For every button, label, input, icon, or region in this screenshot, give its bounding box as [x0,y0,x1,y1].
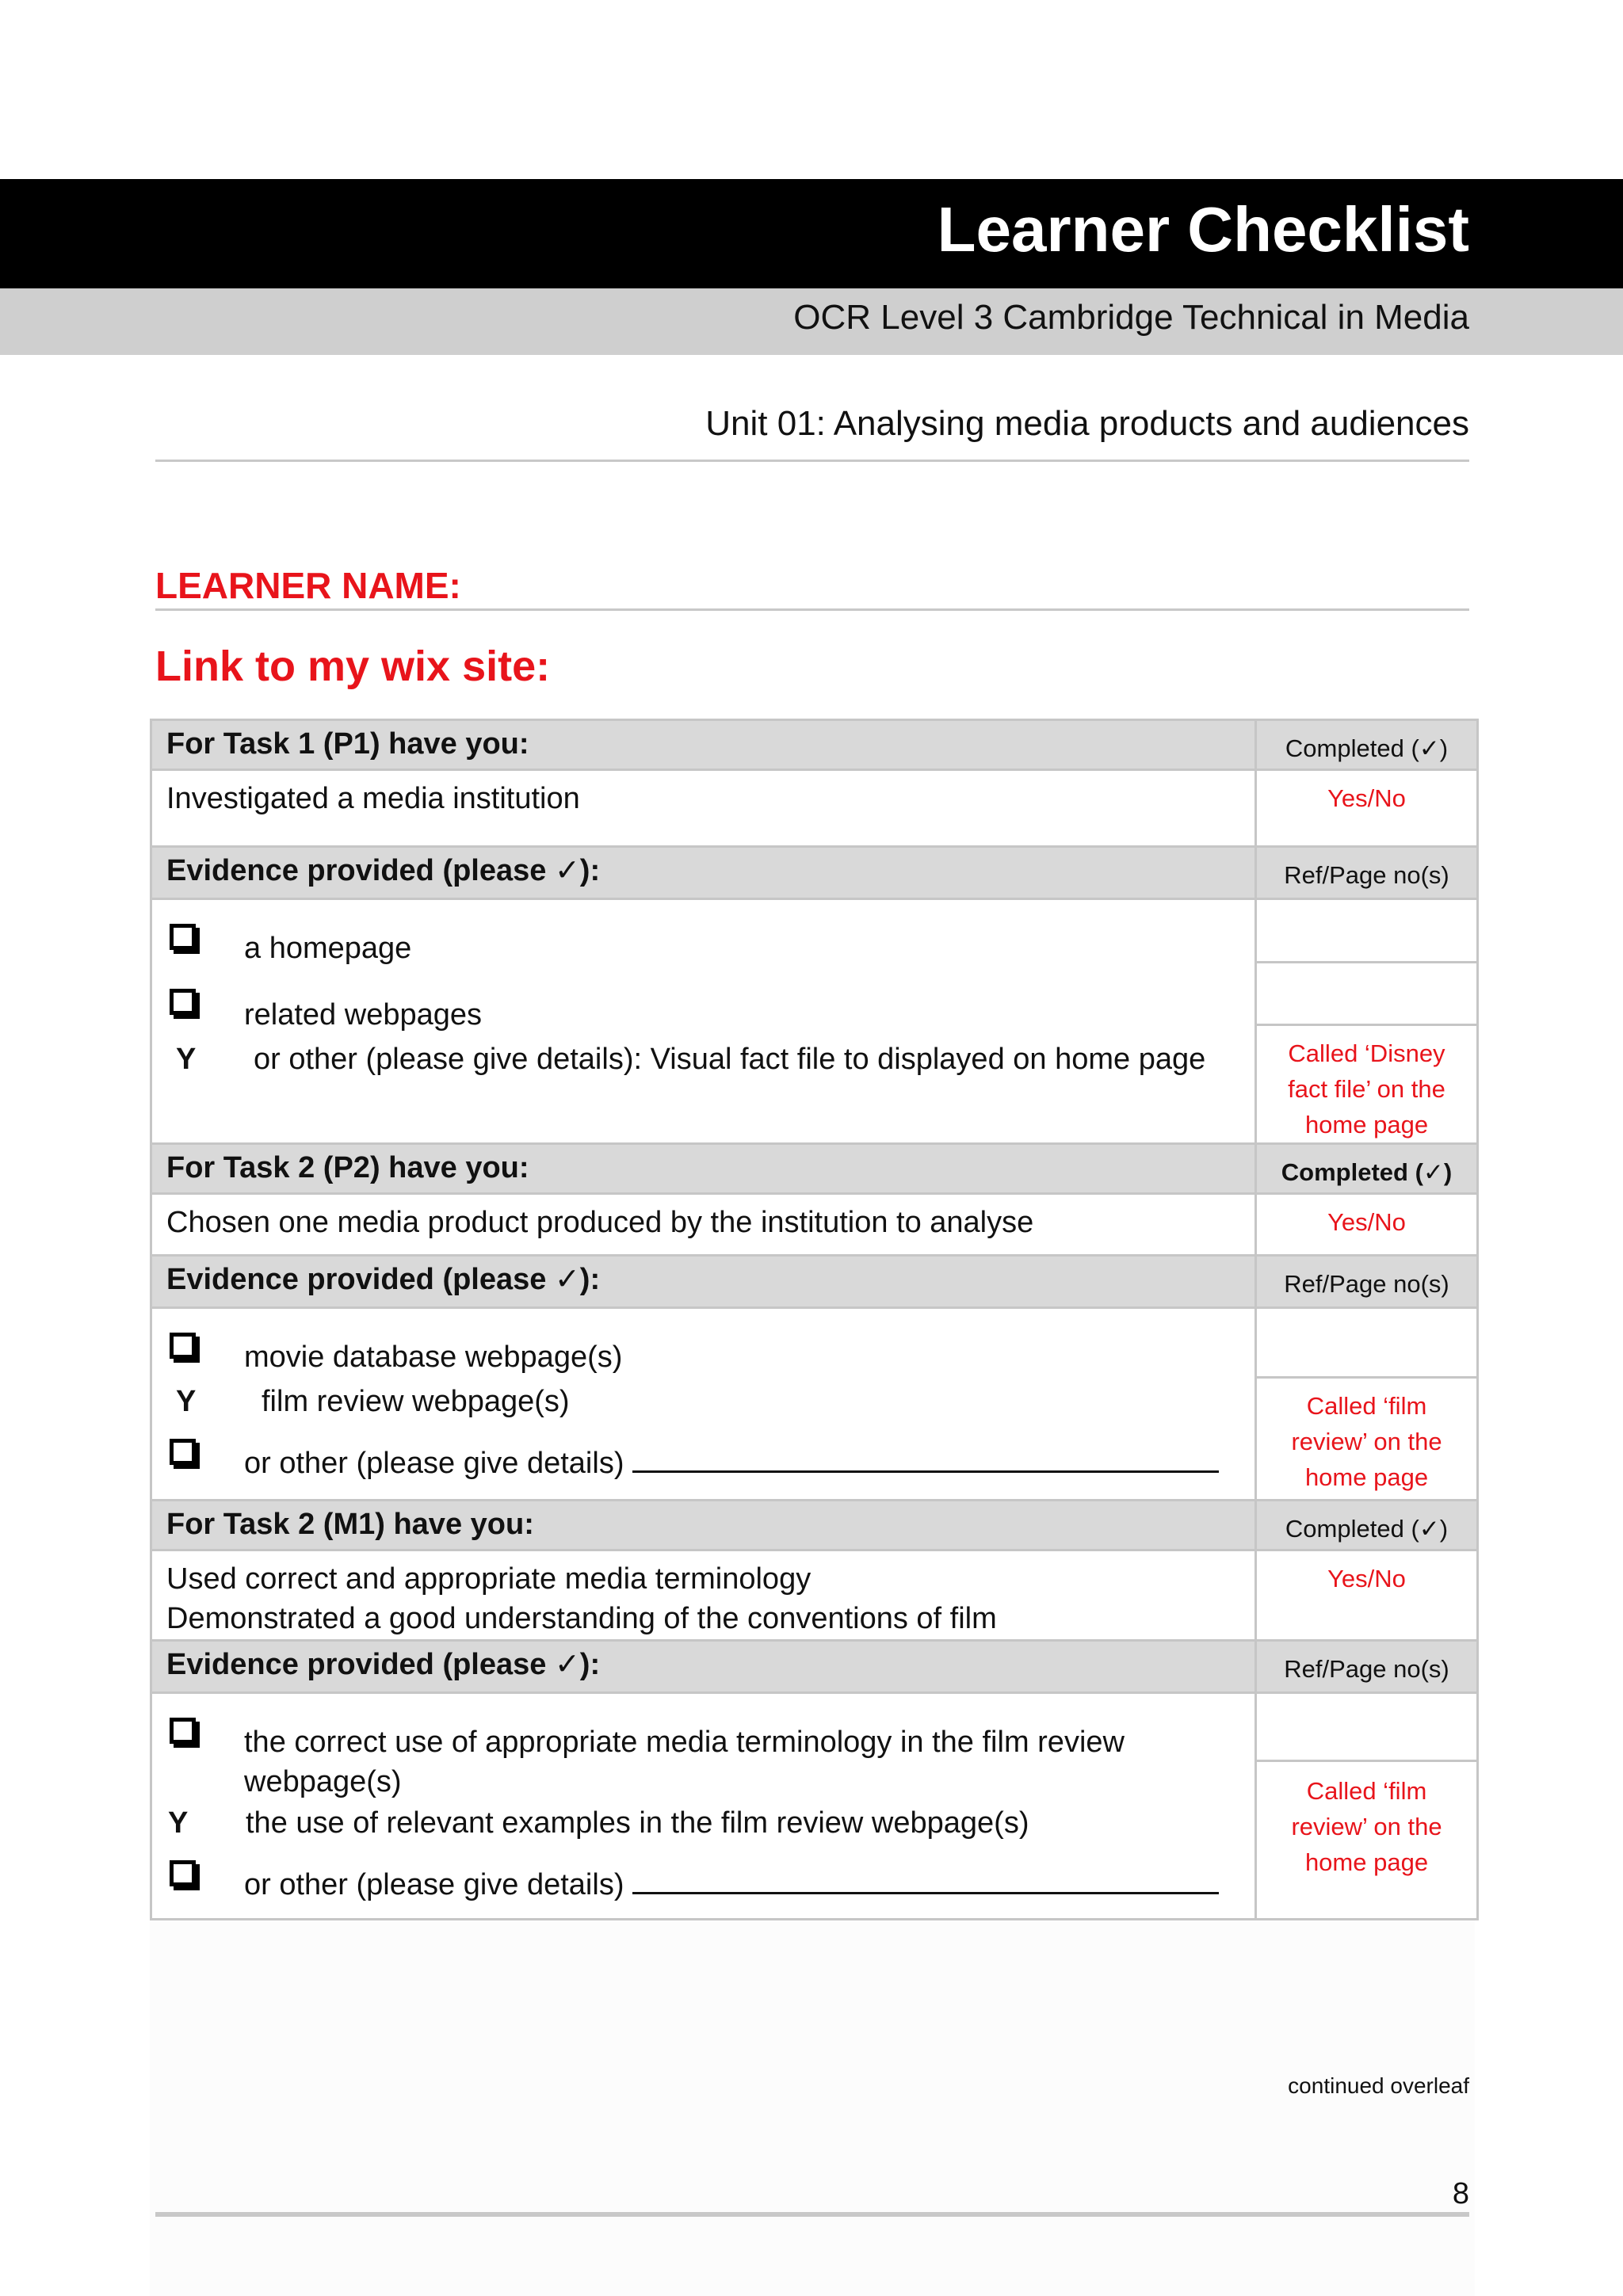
evidence-item: related webpages [244,998,482,1032]
evidence-item: or other (please give details) [244,1868,624,1901]
page-number: 8 [1452,2177,1469,2210]
ref-cell[interactable] [1257,1309,1476,1379]
evidence-item-other [244,1865,1219,1905]
task2-m1-item-row [151,1550,1478,1641]
task2-m1-ref-cells [1256,1693,1478,1920]
task2-p2-completed-label: Completed (✓) [1256,1144,1478,1194]
task2-m1-ref-label: Ref/Page no(s) [1256,1641,1478,1693]
tick-mark[interactable]: Y [176,1385,197,1418]
tick-mark[interactable]: Y [168,1806,189,1840]
ref-cell[interactable] [1257,900,1476,963]
evidence-item: the use of relevant examples in the film review webpage(s) [246,1806,1029,1840]
task1-evidence-header: Evidence provided (please ✓): [151,847,1256,899]
task1-evidence-list [151,899,1256,1144]
task2-p2-evidence-header-row [151,1256,1478,1308]
checkbox[interactable] [170,1718,196,1744]
task2-m1-evidence-header-row [151,1641,1478,1693]
task1-header-row [151,720,1478,770]
page-background-panel [150,1909,1475,2296]
task2-p2-ref-cells [1256,1308,1478,1501]
evidence-item: or other (please give details): Visual fact file to displayed on home page [254,1043,1206,1076]
task1-answer[interactable]: Yes/No [1256,770,1478,847]
task2-p2-evidence-header: Evidence provided (please ✓): [151,1256,1256,1308]
task2-m1-item: Demonstrated a good understanding of the conventions of film [166,1602,997,1635]
evidence-item: film review webpage(s) [262,1385,570,1418]
task1-evidence-row [151,899,1478,1144]
unit-divider [155,460,1469,462]
task2-m1-evidence-list [151,1693,1256,1920]
learner-name-label: LEARNER NAME: [155,565,461,606]
task1-ref-cells [1256,899,1478,1144]
ref-cell[interactable]: Called ‘film review’ on the home page [1291,1392,1442,1491]
task2-p2-header-row [151,1144,1478,1194]
page-title: Learner Checklist [937,194,1469,265]
checkbox[interactable] [170,1860,196,1886]
task1-item-row [151,770,1478,847]
checkbox[interactable] [170,924,196,950]
evidence-item: or other (please give details) [244,1447,624,1480]
checkbox[interactable] [170,1439,196,1465]
evidence-item: a homepage [244,932,412,965]
task2-p2-ref-label: Ref/Page no(s) [1256,1256,1478,1308]
task2-p2-header: For Task 2 (P2) have you: [151,1144,1256,1194]
task1-evidence-header-row [151,847,1478,899]
details-blank-line[interactable] [632,1444,1219,1473]
task2-m1-header-row [151,1501,1478,1550]
task1-item: Investigated a media institution [151,770,1256,847]
ref-cell[interactable]: Called ‘Disney fact file’ on the home page [1288,1039,1445,1138]
checkbox[interactable] [170,989,196,1015]
task2-p2-evidence-list [151,1308,1256,1501]
task2-p2-evidence-row [151,1308,1478,1501]
task2-p2-item: Chosen one media product produced by the institution to analyse [151,1194,1256,1256]
evidence-item: the correct use of appropriate media terminology in the film review webpage(s) [244,1726,1125,1798]
task1-header: For Task 1 (P1) have you: [151,720,1256,770]
ref-cell[interactable]: Called ‘film review’ on the home page [1291,1777,1442,1876]
tick-mark[interactable]: Y [176,1043,197,1076]
ref-cell[interactable] [1257,1694,1476,1762]
task1-ref-label: Ref/Page no(s) [1256,847,1478,899]
footer-divider [155,2212,1469,2217]
wix-link-label: Link to my wix site: [155,643,551,690]
task2-m1-item: Used correct and appropriate media terminology [166,1562,812,1596]
learner-name-line[interactable] [155,608,1469,611]
task2-m1-evidence-row [151,1693,1478,1920]
unit-title: Unit 01: Analysing media products and audiences [705,404,1469,443]
details-blank-line[interactable] [632,1865,1219,1894]
task2-m1-answer[interactable]: Yes/No [1256,1550,1478,1641]
continued-overleaf: continued overleaf [1288,2073,1469,2098]
task2-m1-items [151,1550,1256,1641]
task2-m1-completed-label: Completed (✓) [1256,1501,1478,1550]
evidence-item-other [244,1444,1219,1483]
task2-p2-item-row [151,1194,1478,1256]
task1-completed-label: Completed (✓) [1256,720,1478,770]
qualification-subtitle: OCR Level 3 Cambridge Technical in Media [793,298,1469,337]
ref-cell[interactable] [1257,963,1476,1027]
checkbox[interactable] [170,1333,196,1359]
checklist-table [150,719,1479,1920]
task2-m1-header: For Task 2 (M1) have you: [151,1501,1256,1550]
task2-p2-answer[interactable]: Yes/No [1256,1194,1478,1256]
evidence-item: movie database webpage(s) [244,1341,623,1374]
task2-m1-evidence-header: Evidence provided (please ✓): [151,1641,1256,1693]
